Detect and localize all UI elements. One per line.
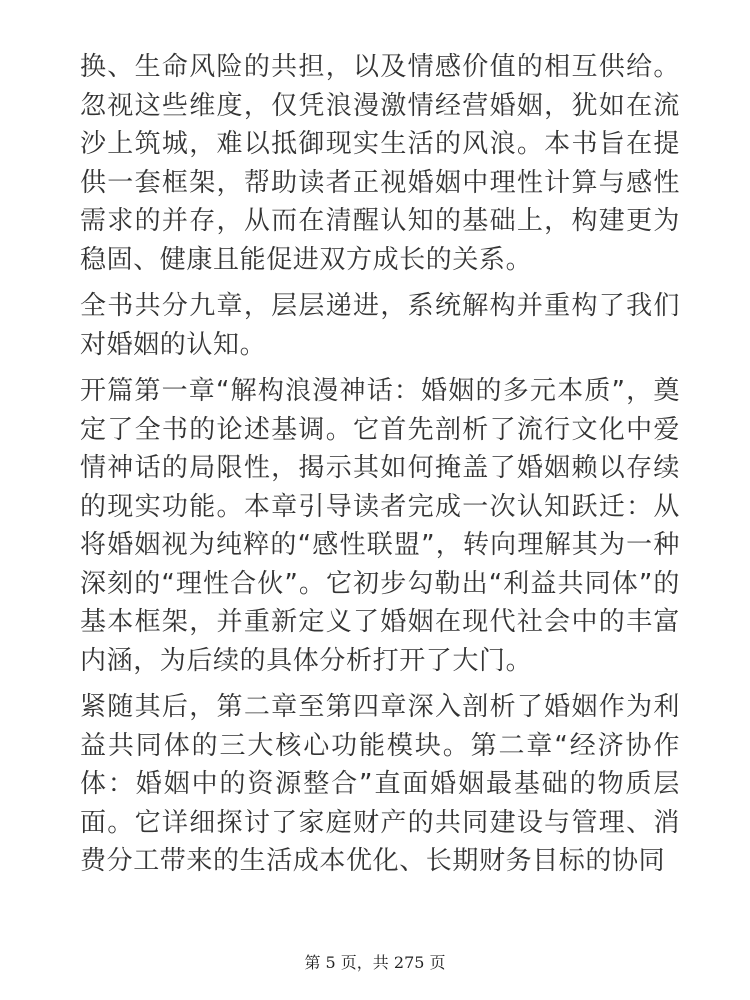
paragraph-3: 开篇第一章“解构浪漫神话：婚姻的多元本质”，奠定了全书的论述基调。它首先剖析了流行文化中爱情神话的局限性，揭示其如何掩盖了婚姻赖以存续的现实功能。本章引导读者完成一次认知跃迁：从将婚姻视为纯粹的“感性联盟”，转向理解其为一种深刻的“理性合伙”。它初步勾勒出“利益共同体”的基本框架，并重新定义了婚姻在现代社会中的丰富内涵，为后续的具体分析打开了大门。	[80, 376, 680, 676]
page-number-footer: 第 5 页，共 275 页	[304, 953, 446, 972]
paragraph-1: 换、生命风险的共担，以及情感价值的相互供给。忽视这些维度，仅凭浪漫激情经营婚姻，犹如在流沙上筑城，难以抵御现实生活的风浪。本书旨在提供一套框架，帮助读者正视婚姻中理性计算与感性需求的并存，从而在清醒认知的基础上，构建更为稳固、健康且能促进双方成长的关系。	[80, 52, 680, 275]
paragraph-2: 全书共分九章，层层递进，系统解构并重构了我们对婚姻的认知。	[80, 291, 680, 360]
paragraph-4: 紧随其后，第二章至第四章深入剖析了婚姻作为利益共同体的三大核心功能模块。第二章“经济协作体：婚姻中的资源整合”直面婚姻最基础的物质层面。它详细探讨了家庭财产的共同建设与管理、消费分工带来的生活成本优化、长期财务目标的协同	[80, 692, 680, 876]
body-text	[80, 48, 680, 889]
